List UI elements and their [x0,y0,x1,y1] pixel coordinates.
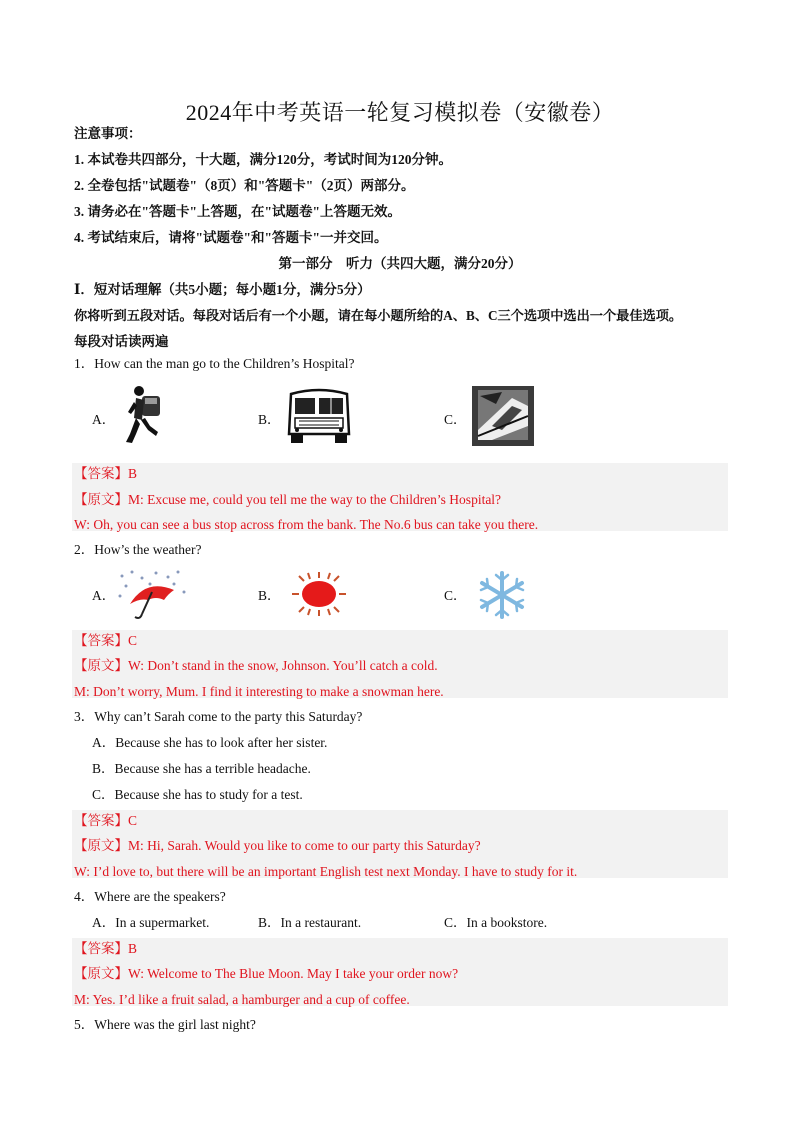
original-label: 【原文】 [74,838,128,853]
notice-heading: 注意事项： [74,126,142,141]
question-1-option-a: A． [92,412,116,427]
question-5-stem: 5．Where was the girl last night? [74,1017,256,1032]
question-1-answer: 【答案】B [74,466,138,481]
question-3-answer: 【答案】C [74,813,138,828]
section-instructions: 你将听到五段对话。每段对话后有一个小题，请在每小题所给的A、B、C三个选项中选出一个最佳选项。 [74,308,683,323]
question-4-original [74,964,458,984]
original-line-1: M: Excuse me, could you tell me the way to the Children’s Hospital? [128,492,502,507]
sun-icon [288,570,350,618]
part-heading: 第一部分 听力（共四大题，满分20分） [278,256,522,271]
notice-item-2: 2. 全卷包括"试题卷"（8页）和"答题卡"（2页）两部分。 [74,178,415,193]
question-2-option-b: B． [258,588,281,603]
question-2-option-a: A． [92,588,116,603]
question-1-original-line-2: W: Oh, you can see a bus stop across from the bank. The No.6 bus can take you there. [74,517,539,532]
notice-item-4: 4. 考试结束后，请将"试题卷"和"答题卡"一并交回。 [74,230,388,245]
section-heading: Ⅰ．短对话理解（共5小题；每小题1分，满分5分） [74,282,371,297]
question-3-option-c: C．Because she has to study for a test. [92,787,303,802]
reading-note: 每段对话读两遍 [74,334,169,349]
umbrella-rain-icon [116,570,190,622]
question-1-option-b: B． [258,412,281,427]
notice-item-1: 1. 本试卷共四部分，十大题，满分120分，考试时间为120分钟。 [74,152,452,167]
question-3-original [74,836,481,856]
walking-person-icon [122,384,172,446]
question-1-option-c: C． [444,412,467,427]
train-icon [472,386,534,446]
bus-icon [285,388,353,446]
question-2-original [74,656,438,676]
question-4-answer: 【答案】B [74,941,138,956]
original-line-1: M: Hi, Sarah. Would you like to come to our party this Saturday? [128,838,481,853]
notice-item-3: 3. 请务必在"答题卡"上答题，在"试题卷"上答题无效。 [74,204,401,219]
question-4-option-c: C．In a bookstore. [444,915,548,930]
question-2-stem: 2．How’s the weather? [74,542,202,557]
question-4-option-a: A．In a supermarket. [92,915,210,930]
question-1-stem: 1．How can the man go to the Children’s Hospital? [74,356,355,371]
original-label: 【原文】 [74,492,128,507]
question-1-original [74,490,501,510]
original-line-1: W: Welcome to The Blue Moon. May I take your order now? [128,966,459,981]
question-2-original-line-2: M: Don’t worry, Mum. I find it interesting to make a snowman here. [74,684,444,699]
original-label: 【原文】 [74,658,128,673]
question-4-option-b: B．In a restaurant. [258,915,362,930]
question-2-answer: 【答案】C [74,633,138,648]
snowflake-icon [470,570,534,620]
question-2-option-c: C． [444,588,467,603]
question-4-original-line-2: M: Yes. I’d like a fruit salad, a hamburger and a cup of coffee. [74,992,410,1007]
question-3-option-a: A．Because she has to look after her sister. [92,735,328,750]
question-3-stem: 3．Why can’t Sarah come to the party this Saturday? [74,709,363,724]
question-3-original-line-2: W: I’d love to, but there will be an important English test next Monday. I have to study for it. [74,864,578,879]
original-line-1: W: Don’t stand in the snow, Johnson. You’ll catch a cold. [128,658,438,673]
question-3-option-b: B．Because she has a terrible headache. [92,761,311,776]
original-label: 【原文】 [74,966,128,981]
page-title: 2024年中考英语一轮复习模拟卷（安徽卷） [185,100,615,125]
question-4-stem: 4．Where are the speakers? [74,889,226,904]
